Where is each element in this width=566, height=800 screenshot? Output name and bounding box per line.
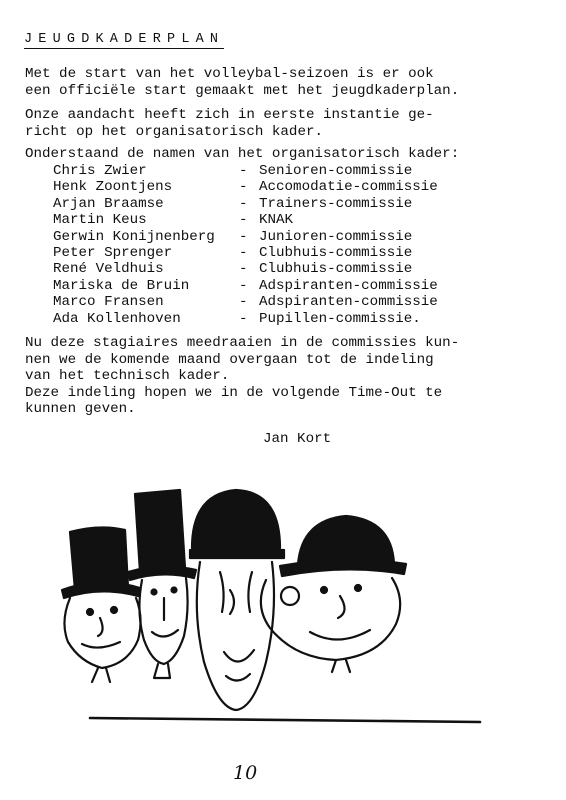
member-role: Junioren-commissie <box>259 228 413 245</box>
closing-paragraph <box>25 335 545 418</box>
member-role: Adspiranten-commissie <box>259 294 438 311</box>
intro-line: Met de start van het volleybal-seizoen is er ook <box>25 66 434 82</box>
page-title: JEUGDKADERPLAN <box>24 32 225 47</box>
roster-row <box>53 163 438 179</box>
closing-line: Deze indeling hopen we in de volgende Time-Out te <box>25 384 443 401</box>
roster-row <box>53 245 438 261</box>
separator: - <box>239 294 248 311</box>
member-role: Clubhuis-commissie <box>259 244 413 261</box>
separator: - <box>239 244 248 261</box>
separator: - <box>239 195 248 212</box>
roster-heading: Onderstaand de namen van het organisatorisch kader: <box>25 146 460 162</box>
attention-line: Onze aandacht heeft zich in eerste instantie ge- <box>25 107 434 123</box>
roster-row <box>53 196 438 212</box>
separator: - <box>239 212 248 229</box>
attention-paragraph <box>25 107 545 140</box>
member-name: Ada Kollenhoven <box>53 310 181 327</box>
member-role: Accomodatie-commissie <box>259 179 438 196</box>
member-name: Peter Sprenger <box>53 244 173 261</box>
roster-row <box>53 212 438 228</box>
member-role: Senioren-commissie <box>259 163 413 179</box>
attention-line: richt op het organisatorisch kader. <box>25 123 323 140</box>
intro-line: een officiële start gemaakt met het jeugdkaderplan. <box>25 82 460 99</box>
roster-row <box>53 229 438 245</box>
roster-list <box>53 163 438 327</box>
cartoon-figure-tophat-thin <box>128 490 196 678</box>
separator: - <box>239 310 248 327</box>
member-name: Gerwin Konijnenberg <box>53 228 215 245</box>
member-name: Marco Fransen <box>53 294 164 311</box>
roster-row <box>53 278 438 294</box>
closing-line: nen we de komende maand overgaan tot de indeling <box>25 351 434 368</box>
cartoon-figure-bowler-right <box>261 516 406 672</box>
member-name: Mariska de Bruin <box>53 277 190 294</box>
ground-line <box>90 718 480 722</box>
closing-line: van het technisch kader. <box>25 368 230 384</box>
separator: - <box>239 261 248 278</box>
roster-row <box>53 179 438 195</box>
page-number: 10 <box>233 762 258 784</box>
member-name: Arjan Braamse <box>53 195 164 212</box>
member-role: Clubhuis-commissie <box>259 261 413 278</box>
member-name: Martin Keus <box>53 212 147 229</box>
roster-row <box>53 261 438 277</box>
separator: - <box>239 228 248 245</box>
intro-paragraph <box>25 66 545 99</box>
member-role: Pupillen-commissie. <box>259 310 421 327</box>
member-name: Chris Zwier <box>53 163 147 179</box>
separator: - <box>239 277 248 294</box>
member-role: Trainers-commissie <box>259 195 413 212</box>
separator: - <box>239 179 248 196</box>
member-role: Adspiranten-commissie <box>259 277 438 294</box>
separator: - <box>239 163 248 179</box>
member-name: René Veldhuis <box>53 261 164 278</box>
member-name: Henk Zoontjens <box>53 179 173 196</box>
cartoon-figure-tophat-left <box>62 527 141 682</box>
roster-row <box>53 311 438 327</box>
member-role: KNAK <box>259 212 294 229</box>
signature: Jan Kort <box>263 431 332 447</box>
cartoon-figure-bowler-long <box>190 490 284 710</box>
closing-line: Nu deze stagiaires meedraaien in de commissies kun- <box>25 335 460 351</box>
roster-row <box>53 294 438 310</box>
cartoon-illustration <box>40 472 510 732</box>
closing-line: kunnen geven. <box>25 401 136 417</box>
